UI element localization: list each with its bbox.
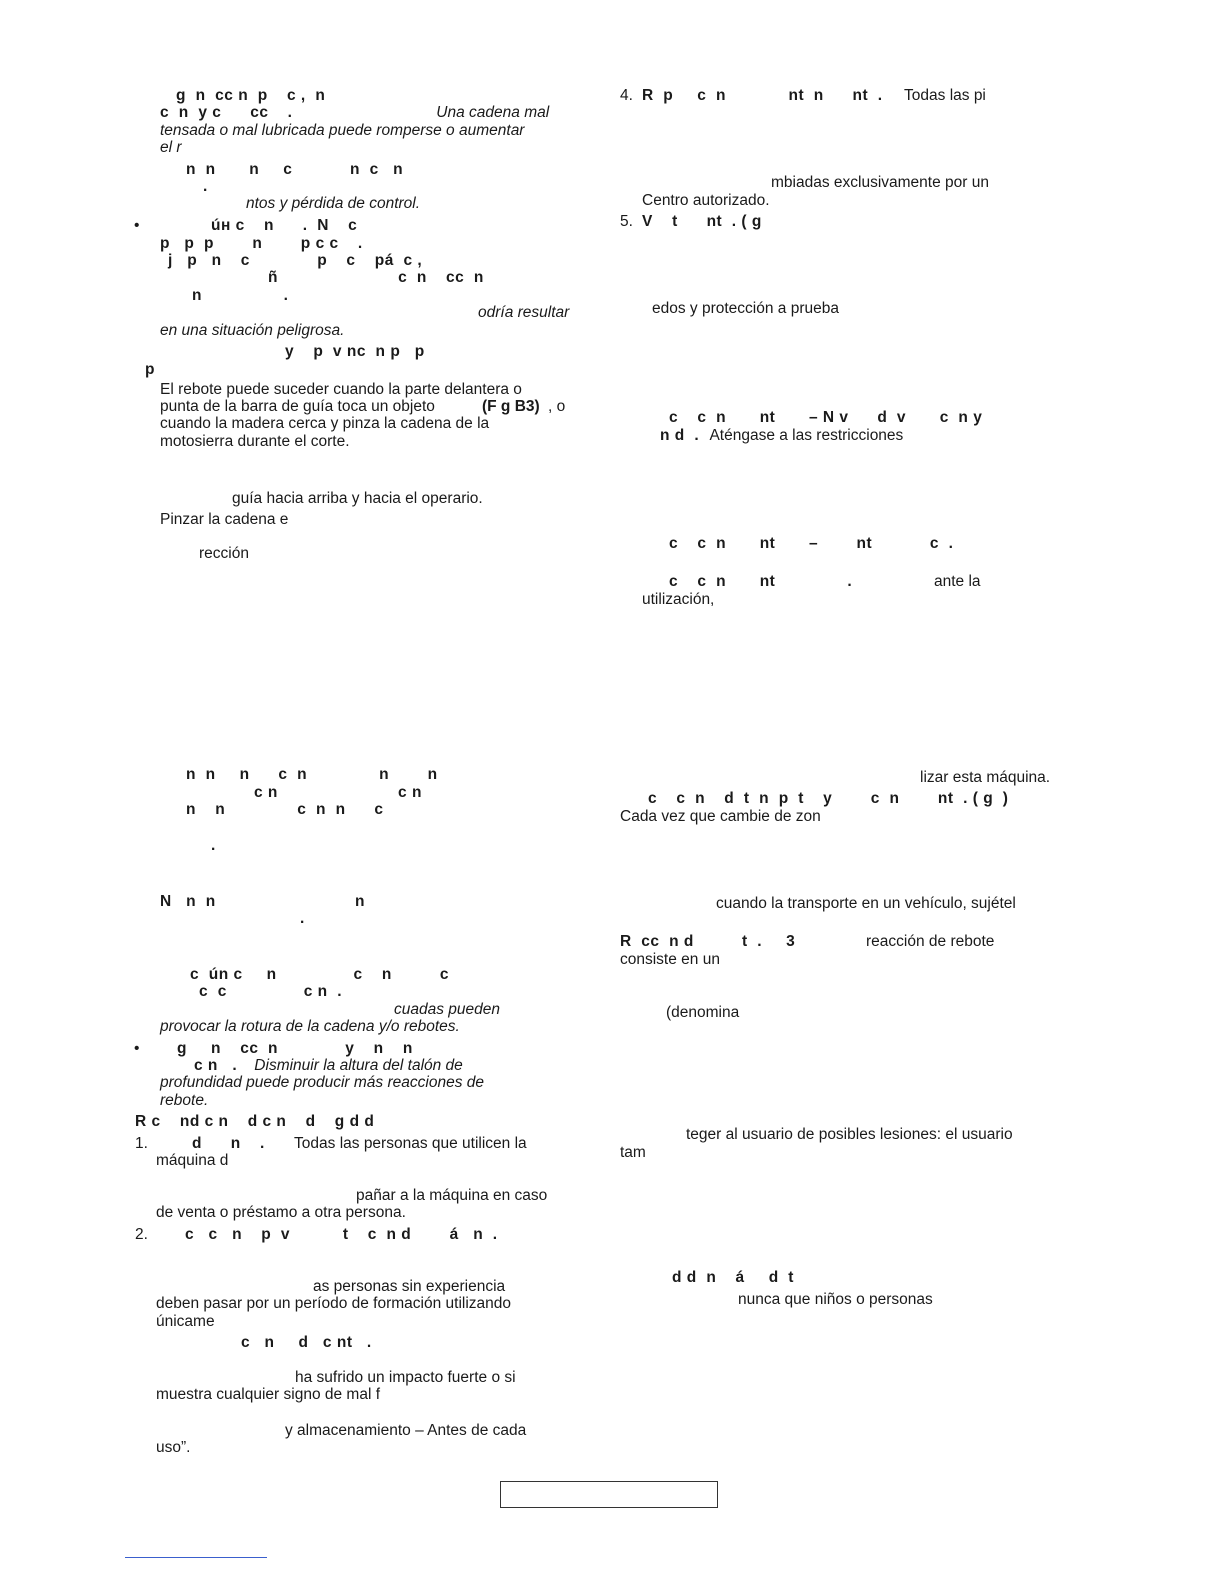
left-text-line: c n d c nt . — [241, 1334, 372, 1351]
left-text-line: cuadas pueden — [394, 1001, 501, 1018]
left-text-line: máquina d — [156, 1152, 229, 1169]
left-text-line: as personas sin experiencia — [313, 1278, 506, 1295]
left-text-line: , o — [548, 398, 566, 415]
right-text-line: (denomina — [666, 1004, 740, 1021]
page-number-box — [500, 1481, 718, 1508]
left-text-line: c n . — [194, 1057, 238, 1074]
left-text-line: rección — [199, 545, 249, 562]
left-text-line: n n c n n c — [186, 801, 384, 818]
right-text-line: nunca que niños o personas — [738, 1291, 933, 1308]
list-number: 5. — [620, 213, 633, 230]
left-text-line: y almacenamiento – Antes de cada — [285, 1422, 527, 1439]
right-text-line: cuando la transporte en un vehículo, sujétel — [716, 895, 1016, 912]
left-text-line: n n n c n n n — [186, 766, 438, 783]
left-text-line: uso”. — [156, 1439, 191, 1456]
left-text-line: Pinzar la cadena e — [160, 511, 289, 528]
left-text-line: j p n c p c pá c , — [168, 252, 423, 269]
left-text-line: d n . — [192, 1135, 265, 1152]
right-text-line: edos y protección a prueba — [652, 300, 839, 317]
left-text-line: p p p n p c c . — [160, 235, 363, 252]
left-text-line: cuando la madera cerca y pinza la cadena de la — [160, 415, 490, 432]
right-text-line: ante la — [934, 573, 981, 590]
right-text-line: reacción de rebote — [866, 933, 995, 950]
figure-reference: (F g B3) — [482, 398, 540, 415]
left-text-line: guía hacia arriba y hacia el operario. — [232, 490, 483, 507]
right-text-line: Centro autorizado. — [642, 192, 770, 209]
bullet-marker: • — [134, 217, 140, 234]
left-text-line: ñ c n cc n — [268, 269, 484, 286]
section-heading: R c nd c n d c n d g d d — [135, 1113, 375, 1130]
footer-rule — [125, 1557, 267, 1558]
left-text-line: c n c n — [254, 784, 422, 801]
right-text-line: tam — [620, 1144, 646, 1161]
right-text-line: mbiadas exclusivamente por un — [771, 174, 989, 191]
right-text-line: c c n nt – N v d v c n y — [669, 409, 983, 426]
right-text-line: R p c n nt n nt . — [642, 87, 883, 104]
left-text-line: . — [300, 910, 305, 927]
left-text-line: punta de la barra de guía toca un objeto — [160, 398, 440, 415]
left-text-line: N n n n — [160, 893, 366, 910]
list-number: 2. — [135, 1226, 148, 1243]
left-text-line: g n cc n y n n — [177, 1040, 413, 1057]
left-text-line: n . — [192, 287, 289, 304]
left-text-line: rebote. — [160, 1092, 209, 1109]
left-text-line: deben pasar por un período de formación utilizando — [156, 1295, 512, 1312]
left-text-line: El rebote puede suceder cuando la parte delantera o — [160, 381, 522, 398]
left-text-line: Una cadena mal — [432, 104, 550, 121]
right-text-line: V t nt . ( g — [642, 213, 762, 230]
left-text-line: y p v nc n p p — [285, 343, 425, 360]
left-text-line: únicame — [156, 1313, 215, 1330]
left-text-line: el r — [160, 139, 182, 156]
left-text-line: . — [211, 837, 216, 854]
right-text-line: Todas las pi — [900, 87, 986, 104]
right-text-line: teger al usuario de posibles lesiones: el usuario — [686, 1126, 1013, 1143]
right-text-line: n d . — [660, 427, 700, 444]
left-text-line: en una situación peligrosa. — [160, 322, 345, 339]
left-text-line: provocar la rotura de la cadena y/o rebotes. — [160, 1018, 460, 1035]
right-text-line: R cc n d t . 3 — [620, 933, 796, 950]
left-text-line: ntos y pérdida de control. — [246, 195, 421, 212]
right-text-line: c c n nt . — [669, 573, 853, 590]
left-text-line: Disminuir la altura del talón de — [250, 1057, 463, 1074]
list-number: 1. — [135, 1135, 148, 1152]
left-text-line: úн c n . N c — [211, 217, 358, 234]
right-text-line: c c n nt – nt c . — [669, 535, 954, 552]
right-text-line: Aténgase a las restricciones — [706, 427, 904, 444]
right-text-line: utilización, — [642, 591, 715, 608]
right-text-line: c c n d t n p t y c n nt . ( g ) — [648, 790, 1009, 807]
left-text-line: p — [145, 361, 155, 378]
left-text-line: c n y c cc . — [160, 104, 293, 121]
right-text-line: Cada vez que cambie de zon — [620, 808, 821, 825]
left-text-line: profundidad puede producir más reacciones de — [160, 1074, 484, 1091]
left-text-line: pañar a la máquina en caso — [356, 1187, 548, 1204]
left-text-line: muestra cualquier signo de mal f — [156, 1386, 381, 1403]
left-text-line: de venta o préstamo a otra persona. — [156, 1204, 406, 1221]
right-text-line: consiste en un — [620, 951, 720, 968]
left-text-line: c c c n . — [199, 983, 343, 1000]
left-text-line: motosierra durante el corte. — [160, 433, 350, 450]
left-text-line: Todas las personas que utilicen la — [290, 1135, 527, 1152]
left-text-line: . — [203, 178, 208, 195]
left-text-line: n n n c n c n — [186, 161, 404, 178]
left-text-line: odría resultar — [478, 304, 570, 321]
left-text-line: c ún c n c n c — [190, 966, 449, 983]
left-text-line: ha sufrido un impacto fuerte o si — [295, 1369, 516, 1386]
bullet-marker: • — [134, 1040, 140, 1057]
left-text-line: g n cc n p c , n — [176, 87, 326, 104]
list-number: 4. — [620, 87, 633, 104]
right-text-line: d d n á d t — [672, 1269, 794, 1286]
left-text-line: c c n p v t c n d á n . — [185, 1226, 498, 1243]
right-text-line: lizar esta máquina. — [920, 769, 1051, 786]
left-text-line: tensada o mal lubricada puede romperse o aumentar — [160, 122, 525, 139]
